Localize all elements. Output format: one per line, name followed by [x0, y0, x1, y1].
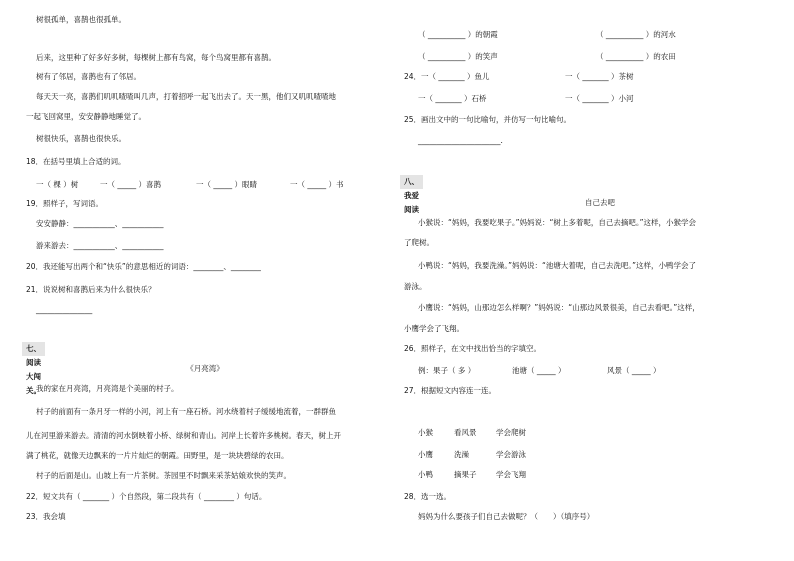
q24-item: 一（ _______ ）小河	[565, 94, 634, 103]
match-right: 学会飞翔	[496, 470, 526, 479]
passage-line: 了爬树。	[404, 238, 434, 247]
passage-line: 小猴说：“妈妈，我要吃果子。”妈妈说：“树上多着呢，自己去摘吧。”这样，小猴学会	[418, 218, 697, 227]
match-left: 小猴	[418, 428, 433, 437]
passage-line: 小鹰说：“妈妈，山那边怎么样啊？”妈妈说：“山那边风景很美，自己去看吧。”这样，	[418, 303, 700, 312]
question-22: 22．短文共有（ _______ ）个自然段，第二段共有（ ________ ）句话。	[26, 492, 267, 501]
section-7-heading: 七、阅读大闯关。	[22, 342, 45, 356]
question-25: 25．画出文中的一句比喻句，并仿写一句比喻句。	[404, 115, 572, 124]
q26-item: 风景（ _____ ）	[607, 366, 661, 375]
story-line: 每天天一亮，喜鹊们叽叽喳喳叫几声，打着招呼一起飞出去了。天一黑，他们又叽叽喳喳地	[36, 92, 336, 101]
story-line: 后来，这里种了好多好多树，每棵树上都有鸟窝，每个鸟窝里都有喜鹊。	[36, 53, 276, 62]
passage-line: 村子的后面是山。山坡上有一片茶树。茶园里不时飘来采茶姑娘欢快的笑声。	[36, 471, 291, 480]
passage-line: 满了桃花，就像天边飘来的一片片灿烂的朝霞。田野里，是一块块碧绿的农田。	[26, 451, 289, 460]
q24-item: 一（ _______ ）茶树	[565, 72, 634, 81]
q18-item: 一（ 棵 ）树	[36, 180, 79, 189]
question-26: 26．照样子，在文中找出恰当的字填空。	[404, 344, 542, 353]
q18-item: 一（ _____ ）眼睛	[196, 180, 258, 189]
question-19: 19．照样子，写词语。	[26, 199, 104, 208]
q25-blank: ______________________.	[418, 136, 503, 145]
passage-line: 游泳。	[404, 282, 427, 291]
q24-item: 一（ _______ ）石桥	[418, 94, 487, 103]
q28-text: 妈妈为什么要孩子们自己去做呢？（ ）（填序号）	[418, 512, 595, 521]
question-28: 28．选一选。	[404, 492, 452, 501]
match-middle: 看风景	[454, 428, 477, 437]
question-27: 27．根据短文内容连一连。	[404, 386, 497, 395]
section-8-heading: 八、我爱阅读	[400, 175, 423, 189]
q23-fill: （ __________ ）的朝霞	[418, 30, 498, 39]
passage-title-moon-bay: 《月亮湾》	[186, 364, 224, 373]
story-line: 树很孤单，喜鹊也很孤单。	[36, 15, 126, 24]
match-left: 小鹰	[418, 450, 433, 459]
match-middle: 摘果子	[454, 470, 477, 479]
passage-title-go-yourself: 自己去吧	[585, 198, 615, 207]
match-right: 学会爬树	[496, 428, 526, 437]
question-24: 24．一（ _______ ）鱼儿	[404, 72, 490, 81]
q18-item: 一（ _____ ）书	[290, 180, 344, 189]
question-23: 23．我会填	[26, 512, 66, 521]
q19-b: 游来游去：___________、___________	[36, 241, 164, 250]
q23-fill: （ __________ ）的农田	[596, 52, 676, 61]
question-20: 20．我还能写出两个和“快乐”的意思相近的词语：________、________	[26, 262, 261, 271]
story-line: 树很快乐，喜鹊也很快乐。	[36, 134, 126, 143]
question-21: 21．说说树和喜鹊后来为什么很快乐？	[26, 285, 156, 294]
q26-item: 例：果子（ 多 ）	[418, 366, 476, 375]
match-right: 学会游泳	[496, 450, 526, 459]
passage-line: 小鹰学会了飞翔。	[404, 324, 464, 333]
q21-blank: _______________	[36, 305, 93, 314]
passage-line: 小鸭说：“妈妈，我要洗澡。”妈妈说：“池塘大着呢，自己去洗吧。”这样，小鸭学会了	[418, 261, 697, 270]
passage-line: 村子的前面有一条月牙一样的小河，河上有一座石桥。河水绕着村子缓缓地流着，一群群鱼	[36, 407, 336, 416]
question-18: 18．在括号里填上合适的词。	[26, 157, 126, 166]
q23-fill: （ __________ ）的河水	[596, 30, 676, 39]
story-line: 树有了邻居，喜鹊也有了邻居。	[36, 72, 141, 81]
q18-item: 一（ _____ ）喜鹊	[100, 180, 162, 189]
match-middle: 洗澡	[454, 450, 469, 459]
q26-item: 池塘（ _____ ）	[512, 366, 566, 375]
q19-a: 安安静静：___________、___________	[36, 219, 164, 228]
passage-line: 我的家在月亮湾，月亮湾是个美丽的村子。	[36, 384, 179, 393]
match-left: 小鸭	[418, 470, 433, 479]
q23-fill: （ __________ ）的笑声	[418, 52, 498, 61]
passage-line: 儿在河里游来游去。清清的河水倒映着小桥、绿树和青山。河岸上长着许多桃树。春天，树上开	[26, 431, 341, 440]
story-line: 一起飞回窝里，安安静静地睡觉了。	[26, 112, 146, 121]
